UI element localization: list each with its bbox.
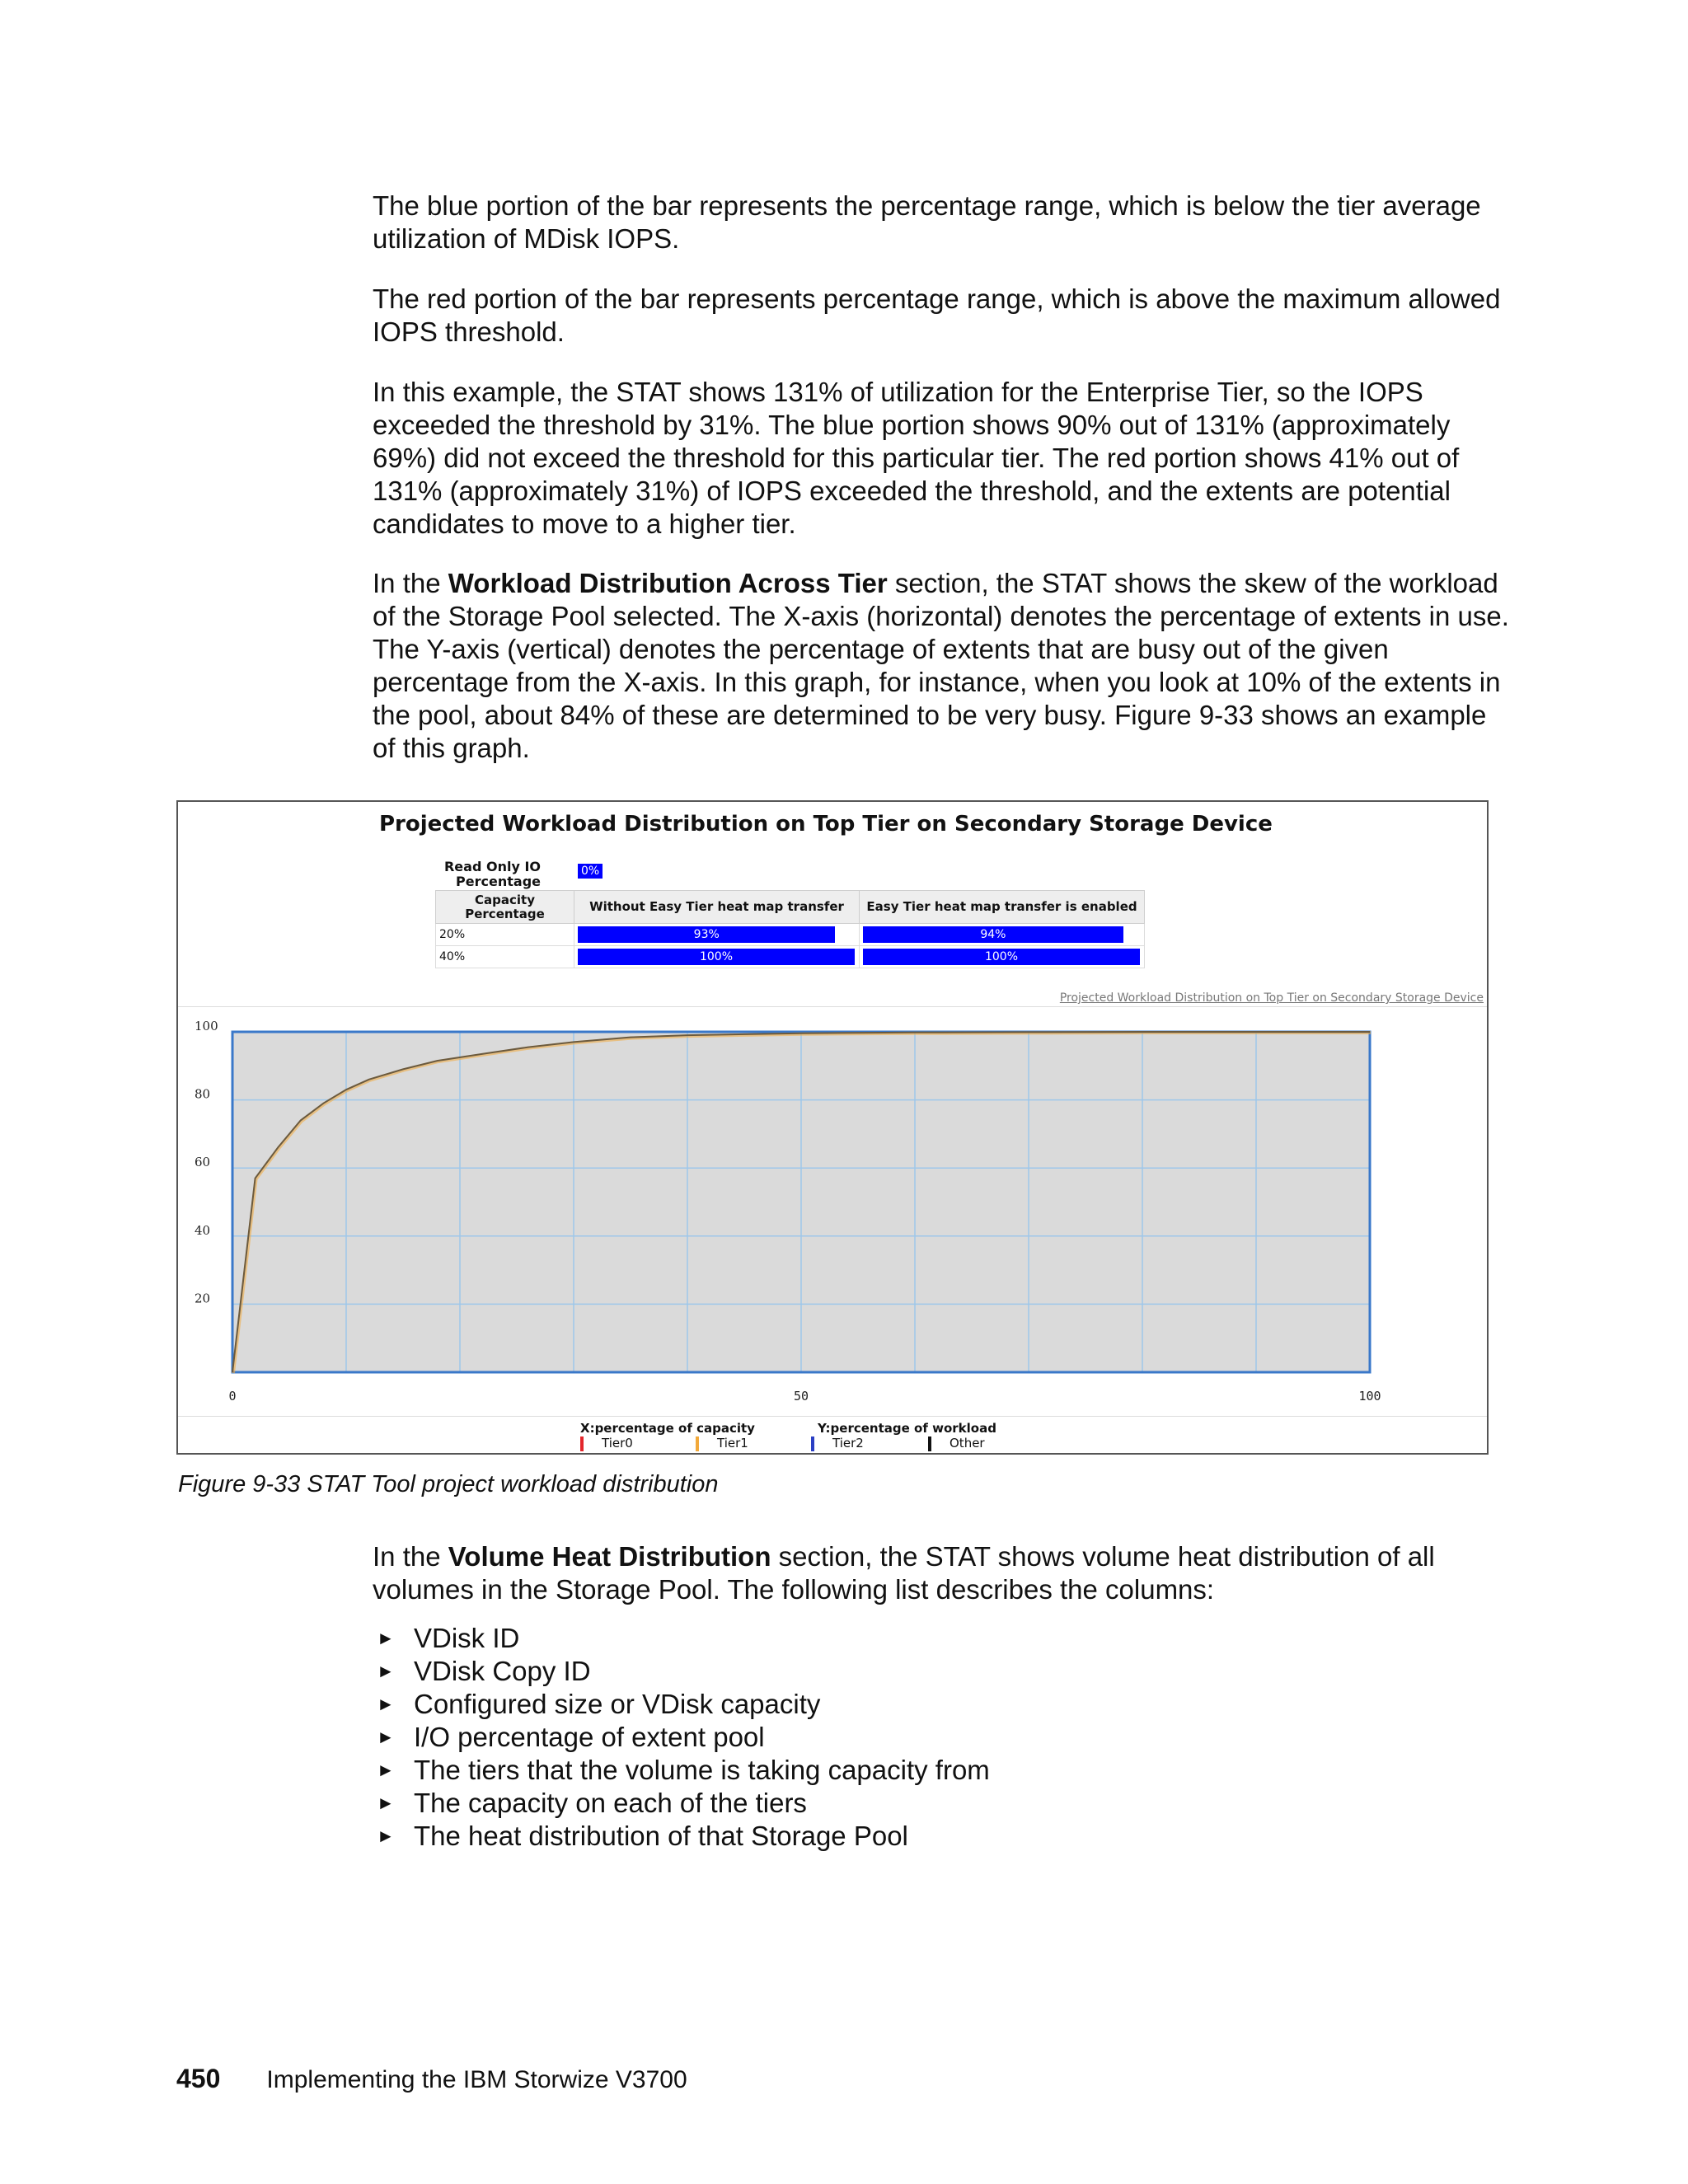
paragraph-workload-distribution bbox=[373, 567, 1510, 765]
list-item-text: The tiers that the volume is taking capacity from bbox=[414, 1755, 990, 1785]
text-run: In the bbox=[373, 568, 448, 598]
page-number: 450 bbox=[176, 2064, 221, 2093]
list-item-text: The capacity on each of the tiers bbox=[414, 1788, 807, 1818]
x-tick-label: 0 bbox=[228, 1389, 237, 1404]
legend-swatch bbox=[811, 1436, 814, 1451]
y-tick-label: 80 bbox=[195, 1086, 211, 1102]
paragraph-red-portion bbox=[373, 283, 1510, 349]
paragraph-text bbox=[373, 567, 1510, 765]
legend-label: Other bbox=[950, 1436, 985, 1451]
paragraph-example bbox=[373, 376, 1510, 541]
legend-label: Tier1 bbox=[717, 1436, 748, 1451]
bullet-triangle-icon: ► bbox=[377, 1661, 395, 1681]
list-item-text: VDisk ID bbox=[414, 1623, 520, 1653]
list-item-text: I/O percentage of extent pool bbox=[414, 1722, 765, 1752]
list-item bbox=[373, 1721, 990, 1754]
legend-item-tier2 bbox=[811, 1436, 864, 1451]
list-item-text: Configured size or VDisk capacity bbox=[414, 1689, 821, 1719]
read-only-io-value: 0% bbox=[578, 864, 603, 879]
list-item-text: The heat distribution of that Storage Pool bbox=[414, 1821, 908, 1851]
section-name-bold: Volume Heat Distribution bbox=[448, 1541, 771, 1572]
read-only-label-line1: Read Only IO bbox=[443, 859, 541, 874]
paragraph-text: The red portion of the bar represents percentage range, which is above the maximum allowed IOPS threshold. bbox=[373, 284, 1501, 347]
legend-item-other bbox=[928, 1436, 985, 1451]
progress-bar: 94% bbox=[863, 926, 1123, 943]
without-cell bbox=[574, 924, 860, 946]
capacity-table bbox=[435, 890, 1145, 968]
workload-line-chart bbox=[178, 1007, 1487, 1416]
col-without-heat-map: Without Easy Tier heat map transfer bbox=[574, 891, 860, 924]
chart-link[interactable]: Projected Workload Distribution on Top Tier on Secondary Storage Device bbox=[1059, 991, 1484, 1005]
paragraph-text: In this example, the STAT shows 131% of utilization for the Enterprise Tier, so the IOPS exceeded the threshold by 31%. The blue portion shows 90% out of 131% (approximately 69%) did not exceed the threshold for this particular tier. The red portion shows 41% out of 131% (approximately 31%) of IOPS exceeded the threshold, and the extents are potential candidates to move to a higher tier. bbox=[373, 377, 1460, 539]
col-with-heat-map: Easy Tier heat map transfer is enabled bbox=[860, 891, 1145, 924]
book-title: Implementing the IBM Storwize V3700 bbox=[266, 2066, 687, 2093]
paragraph-text bbox=[373, 1540, 1510, 1606]
paragraph-blue-portion bbox=[373, 190, 1510, 255]
paragraph-text: The blue portion of the bar represents the percentage range, which is below the tier average utilization of MDisk IOPS. bbox=[373, 190, 1481, 254]
legend-label: Tier2 bbox=[832, 1436, 864, 1451]
table-row bbox=[436, 946, 1145, 968]
bullet-triangle-icon: ► bbox=[377, 1628, 395, 1648]
column-list bbox=[373, 1622, 990, 1853]
col-capacity-percentage: Capacity Percentage bbox=[436, 891, 574, 924]
y-axis-key: Y:percentage of workload bbox=[818, 1421, 996, 1436]
legend-swatch bbox=[928, 1436, 931, 1451]
with-cell bbox=[860, 924, 1145, 946]
section-name-bold: Workload Distribution Across Tier bbox=[448, 568, 888, 598]
progress-bar: 100% bbox=[578, 949, 855, 965]
read-only-io-label bbox=[425, 860, 541, 889]
list-item-text: VDisk Copy ID bbox=[414, 1656, 591, 1686]
legend-swatch bbox=[696, 1436, 699, 1451]
text-run: section, the STAT shows the skew of the workload of the Storage Pool selected. The X-axis (horizontal) denotes the percentage of extents in use. The Y-axis (vertical) denotes the percentage of extents that are busy out of the given percentage from the X-axis. In this graph, for instance, when you look at 10% of the extents in the pool, about 84% of these are determined to be very busy. Figure 9-33 shows an example of this graph. bbox=[373, 568, 1509, 763]
list-item bbox=[373, 1688, 990, 1721]
read-only-label-line2: Percentage bbox=[456, 874, 541, 889]
x-tick-label: 50 bbox=[793, 1389, 809, 1404]
without-cell bbox=[574, 946, 860, 968]
bullet-triangle-icon: ► bbox=[377, 1825, 395, 1846]
chart-legend bbox=[178, 1416, 1487, 1452]
legend-item-tier1 bbox=[696, 1436, 748, 1451]
legend-item-tier0 bbox=[580, 1436, 633, 1451]
paragraph-volume-heat bbox=[373, 1540, 1510, 1606]
figure-workload-distribution bbox=[176, 800, 1489, 1455]
list-item bbox=[373, 1820, 990, 1853]
table-header-row bbox=[436, 891, 1145, 924]
bullet-triangle-icon: ► bbox=[377, 1727, 395, 1747]
list-item bbox=[373, 1754, 990, 1787]
x-axis-key: X:percentage of capacity bbox=[580, 1421, 755, 1436]
progress-bar: 93% bbox=[578, 926, 835, 943]
y-tick-label: 40 bbox=[195, 1222, 211, 1238]
capacity-cell: 40% bbox=[436, 946, 574, 968]
list-item bbox=[373, 1655, 990, 1688]
legend-label: Tier0 bbox=[602, 1436, 633, 1451]
page-footer bbox=[176, 2064, 687, 2094]
figure-title: Projected Workload Distribution on Top Tier on Secondary Storage Device bbox=[379, 812, 1273, 837]
list-item bbox=[373, 1622, 990, 1655]
text-run: In the bbox=[373, 1541, 448, 1572]
chart-area bbox=[178, 1006, 1487, 1417]
text-run: section, the STAT shows volume heat distribution of all volumes in the Storage Pool. The following list describes the columns: bbox=[373, 1541, 1435, 1605]
figure-caption: Figure 9-33 STAT Tool project workload distribution bbox=[178, 1471, 719, 1497]
bullet-triangle-icon: ► bbox=[377, 1760, 395, 1780]
with-cell bbox=[860, 946, 1145, 968]
progress-bar: 100% bbox=[863, 949, 1140, 965]
x-tick-label: 100 bbox=[1358, 1389, 1381, 1404]
y-tick-label: 60 bbox=[195, 1155, 211, 1170]
capacity-cell: 20% bbox=[436, 924, 574, 946]
y-tick-label: 20 bbox=[195, 1291, 211, 1306]
bullet-triangle-icon: ► bbox=[377, 1793, 395, 1813]
table-row bbox=[436, 924, 1145, 946]
y-tick-label: 100 bbox=[195, 1019, 218, 1033]
list-item bbox=[373, 1787, 990, 1820]
legend-swatch bbox=[580, 1436, 584, 1451]
bullet-triangle-icon: ► bbox=[377, 1694, 395, 1714]
